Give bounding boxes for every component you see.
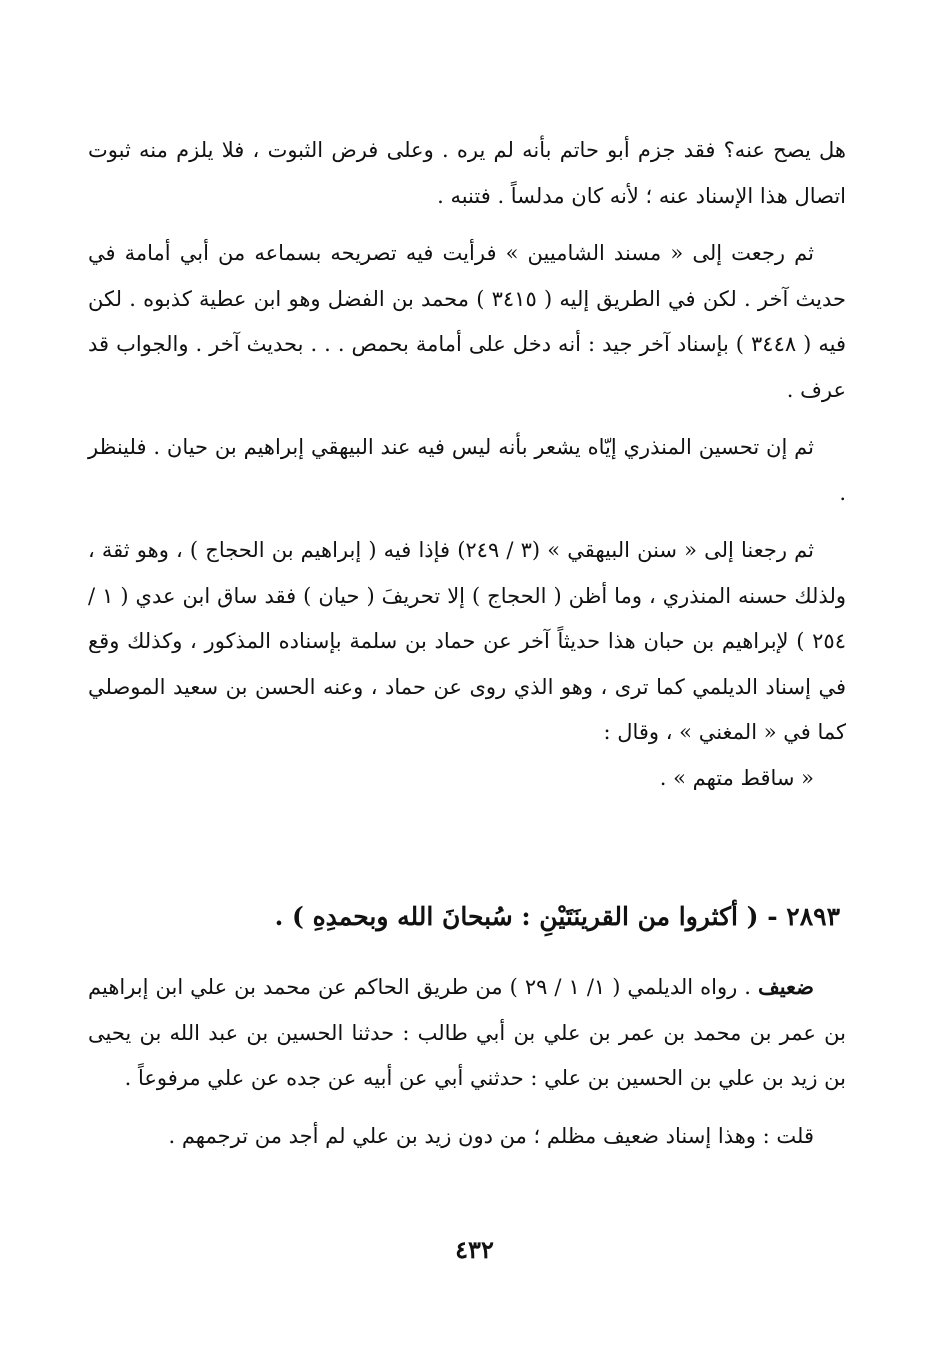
grading-word: ضعيف (757, 974, 814, 999)
grading-paragraph (88, 964, 846, 1102)
grading-text: . رواه الديلمي ( ١/ ١ / ٢٩ ) من طريق الحاكم عن محمد بن علي ابن إبراهيم بن عمر بن محمد بن عمر بن علي بن أبي طالب : حدثنا الحسين بن عبد الله بن يحيى بن زيد بن علي بن الحسين بن علي : حدثني أبي عن أبيه عن جده عن علي مرفوعاً . (88, 975, 846, 1090)
hadith-heading: ٢٨٩٣ - ( أكثروا من القرينَتَيْنِ : سُبحانَ الله وبحمدِهِ ) . (274, 902, 840, 931)
paragraph-3: ثم إن تحسين المنذري إيّاه يشعر بأنه ليس فيه عند البيهقي إبراهيم بن حيان . فلينظر . (88, 435, 846, 505)
page-number: ٤٣٢ (455, 1235, 494, 1264)
commentary-block (88, 128, 846, 801)
paragraph-2: ثم رجعت إلى « مسند الشاميين » فرأيت فيه تصريحه بسماعه من أبي أمامة في حديث آخر . لكن في الطريق إليه ( ٣٤١٥ ) محمد بن الفضل وهو ابن عطية كذبوه . لكن فيه ( ٣٤٤٨ ) بإسناد آخر جيد : أنه دخل على أمامة بحمص . . . بحديث آخر . والجواب قد عرف . (88, 241, 847, 402)
closing-paragraph: قلت : وهذا إسناد ضعيف مظلم ؛ من دون زيد بن علي لم أجد من ترجمهم . (168, 1123, 814, 1148)
paragraph-5: « ساقط متهم » . (659, 765, 814, 790)
hadith-block (88, 964, 846, 1159)
paragraph-1: هل يصح عنه؟ فقد جزم أبو حاتم بأنه لم يره . وعلى فرض الثبوت ، فلا يلزم منه ثبوت اتصال هذا الإسناد عنه ؛ لأنه كان مدلساً . فتنبه . (88, 138, 846, 208)
paragraph-4: ثم رجعنا إلى « سنن البيهقي » (٣ / ٢٤٩) فإذا فيه ( إبراهيم بن الحجاج ) ، وهو ثقة ، ولذلك حسنه المنذري ، وما أظن ( الحجاج ) إلا تحريفَ ( حيان ) فقد ساق ابن عدي ( ١ / ٢٥٤ ) لإبراهيم بن حبان هذا حديثاً آخر عن حماد بن سلمة بإسناده المذكور ، وكذلك وقع في إسناد الديلمي كما ترى ، وهو الذي روى عن حماد ، وعنه الحسن بن سعيد الموصلي كما في « المغني » ، وقال : (88, 538, 846, 744)
